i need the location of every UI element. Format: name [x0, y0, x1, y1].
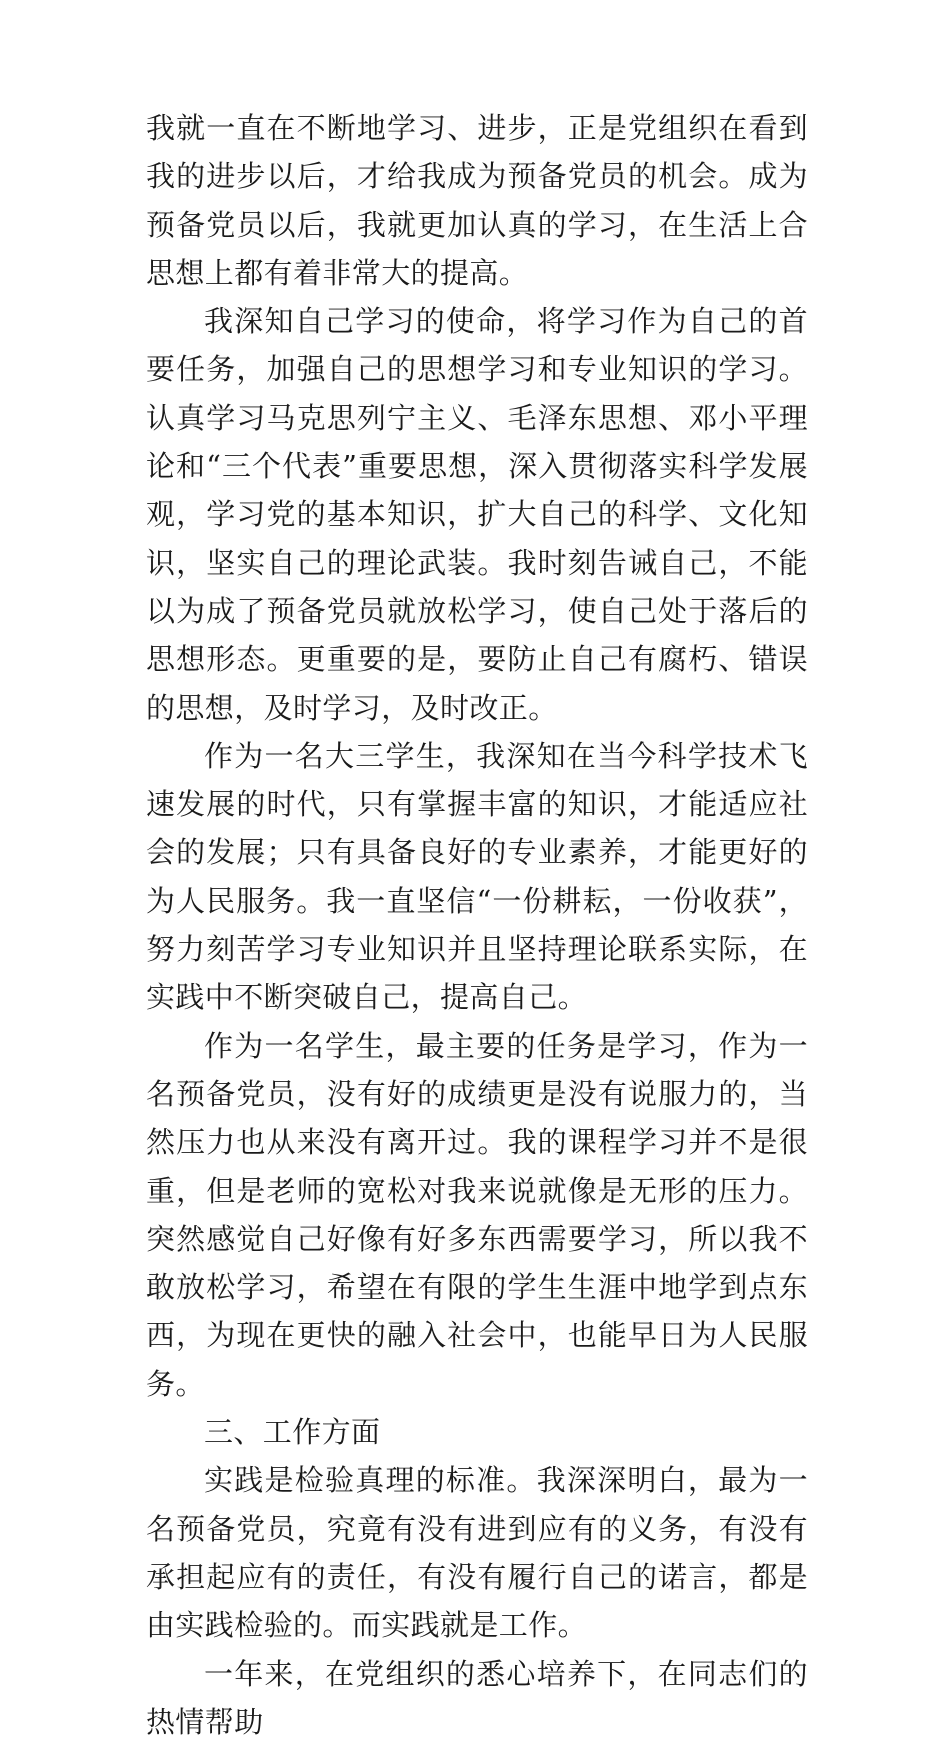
paragraph-study-mission: 我深知自己学习的使命，将学习作为自己的首要任务，加强自己的思想学习和专业知识的学习。认真学习马克思列宁主义、毛泽东思想、邓小平理论和“三个代表”重要思想，深入贯彻落实科学发展观，学习党的基本知识，扩大自己的科学、文化知识，坚实自己的理论武装。我时刻告诫自己，不能以为成了预备党员就放松学习，使自己处于落后的思想形态。更重要的是，要防止自己有腐朽、错误的思想，及时学习，及时改正。: [146, 297, 808, 732]
paragraph-junior-student: 作为一名大三学生，我深知在当今科学技术飞速发展的时代，只有掌握丰富的知识，才能适应社会的发展；只有具备良好的专业素养，才能更好的为人民服务。我一直坚信“一份耕耘，一份收获”，努力刻苦学习专业知识并且坚持理论联系实际，在实践中不断突破自己，提高自己。: [146, 732, 808, 1022]
paragraph-one-year: 一年来，在党组织的悉心培养下，在同志们的热情帮助: [146, 1650, 808, 1746]
section-heading-work: 三、工作方面: [146, 1408, 808, 1456]
document-body: [146, 104, 808, 1746]
paragraph-student-task: 作为一名学生，最主要的任务是学习，作为一名预备党员，没有好的成绩更是没有说服力的，当然压力也从来没有离开过。我的课程学习并不是很重，但是老师的宽松对我来说就像是无形的压力。突然感觉自己好像有好多东西需要学习，所以我不敢放松学习，希望在有限的学生生涯中地学到点东西，为现在更快的融入社会中，也能早日为人民服务。: [146, 1022, 808, 1408]
paragraph-continuation: 我就一直在不断地学习、进步，正是党组织在看到我的进步以后，才给我成为预备党员的机会。成为预备党员以后，我就更加认真的学习，在生活上合思想上都有着非常大的提高。: [146, 104, 808, 297]
paragraph-practice: 实践是检验真理的标准。我深深明白，最为一名预备党员，究竟有没有进到应有的义务，有没有承担起应有的责任，有没有履行自己的诺言，都是由实践检验的。而实践就是工作。: [146, 1456, 808, 1649]
